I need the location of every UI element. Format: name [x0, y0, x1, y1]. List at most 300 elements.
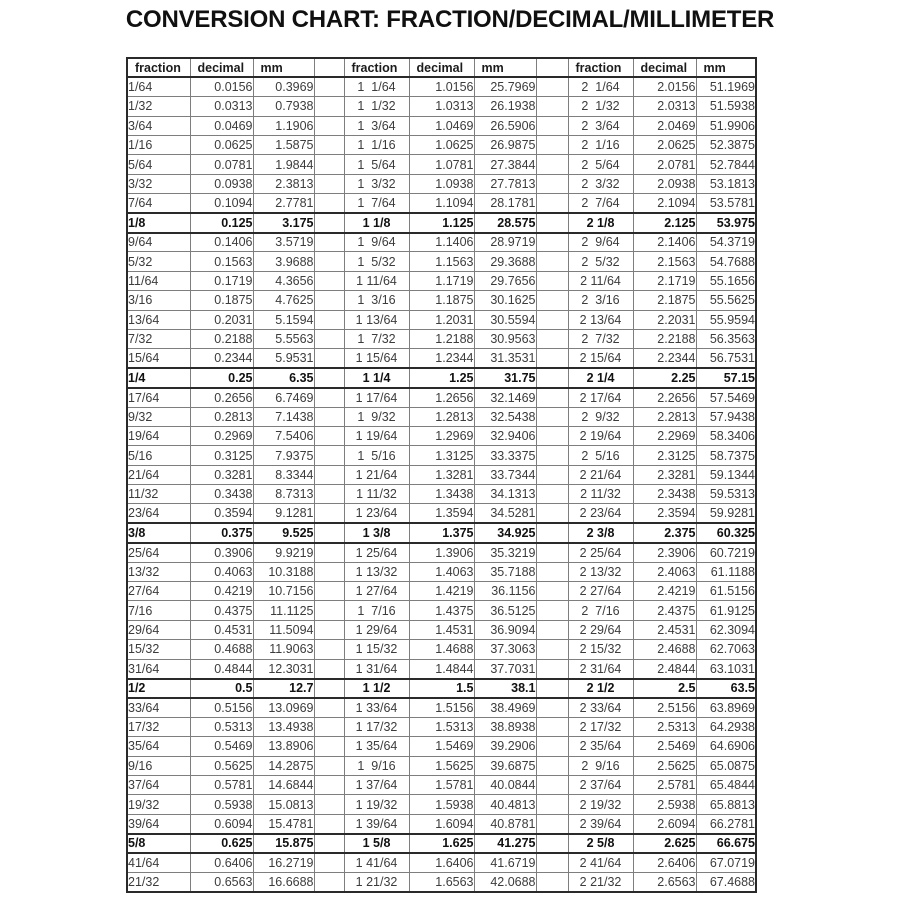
- decimal-cell: 1.2031: [409, 310, 474, 329]
- decimal-cell: 0.0313: [190, 97, 253, 116]
- decimal-cell: 2.0781: [633, 155, 696, 174]
- fraction-cell: 1 41/64: [344, 853, 409, 872]
- spacer-cell: [314, 174, 344, 193]
- fraction-cell: 2 7/64: [568, 194, 633, 213]
- mm-cell: 57.5469: [696, 388, 756, 407]
- fraction-cell: 1/32: [127, 97, 190, 116]
- fraction-cell: 5/16: [127, 446, 190, 465]
- spacer-cell: [314, 155, 344, 174]
- mm-cell: 52.7844: [696, 155, 756, 174]
- table-row: [127, 775, 756, 794]
- fraction-cell: 11/64: [127, 271, 190, 290]
- fraction-cell: 2 5/8: [568, 834, 633, 853]
- fraction-cell: 2 31/64: [568, 659, 633, 678]
- fraction-cell: 21/64: [127, 465, 190, 484]
- fraction-cell: 1 5/8: [344, 834, 409, 853]
- fraction-cell: 1 9/64: [344, 233, 409, 252]
- mm-cell: 33.3375: [474, 446, 536, 465]
- mm-cell: 0.7938: [253, 97, 314, 116]
- spacer-cell: [314, 465, 344, 484]
- decimal-cell: 1.0781: [409, 155, 474, 174]
- fraction-cell: 2 1/16: [568, 136, 633, 155]
- fraction-cell: 2 37/64: [568, 775, 633, 794]
- spacer-cell: [314, 659, 344, 678]
- fraction-cell: 15/64: [127, 349, 190, 368]
- fraction-cell: 2 3/16: [568, 291, 633, 310]
- decimal-cell: 2.125: [633, 213, 696, 232]
- decimal-cell: 2.5156: [633, 698, 696, 717]
- decimal-cell: 0.3125: [190, 446, 253, 465]
- fraction-cell: 2 3/32: [568, 174, 633, 193]
- column-header-fraction: fraction: [568, 58, 633, 77]
- decimal-cell: 2.3906: [633, 543, 696, 562]
- table-row: [127, 349, 756, 368]
- table-row: [127, 213, 756, 232]
- mm-cell: 51.5938: [696, 97, 756, 116]
- decimal-cell: 2.375: [633, 523, 696, 542]
- spacer-cell: [536, 582, 568, 601]
- decimal-cell: 2.2969: [633, 426, 696, 445]
- mm-cell: 53.975: [696, 213, 756, 232]
- fraction-cell: 2 29/64: [568, 620, 633, 639]
- mm-cell: 37.3063: [474, 640, 536, 659]
- fraction-cell: 1 1/4: [344, 368, 409, 387]
- decimal-cell: 1.0313: [409, 97, 474, 116]
- fraction-cell: 1 7/16: [344, 601, 409, 620]
- fraction-cell: 7/64: [127, 194, 190, 213]
- fraction-cell: 3/8: [127, 523, 190, 542]
- decimal-cell: 1.0625: [409, 136, 474, 155]
- table-row: [127, 291, 756, 310]
- header-row: [127, 58, 756, 77]
- fraction-cell: 2 11/32: [568, 485, 633, 504]
- spacer-cell: [314, 58, 344, 77]
- spacer-cell: [314, 698, 344, 717]
- fraction-cell: 13/64: [127, 310, 190, 329]
- spacer-cell: [536, 349, 568, 368]
- decimal-cell: 1.5: [409, 679, 474, 698]
- decimal-cell: 2.5781: [633, 775, 696, 794]
- spacer-cell: [536, 737, 568, 756]
- decimal-cell: 2.6094: [633, 814, 696, 833]
- decimal-cell: 2.25: [633, 368, 696, 387]
- decimal-cell: 2.4531: [633, 620, 696, 639]
- table-row: [127, 271, 756, 290]
- mm-cell: 55.1656: [696, 271, 756, 290]
- fraction-cell: 2 13/64: [568, 310, 633, 329]
- fraction-cell: 1 31/64: [344, 659, 409, 678]
- fraction-cell: 3/16: [127, 291, 190, 310]
- fraction-cell: 17/64: [127, 388, 190, 407]
- decimal-cell: 2.3594: [633, 504, 696, 523]
- mm-cell: 14.6844: [253, 775, 314, 794]
- decimal-cell: 1.2656: [409, 388, 474, 407]
- table-row: [127, 116, 756, 135]
- mm-cell: 63.5: [696, 679, 756, 698]
- mm-cell: 5.1594: [253, 310, 314, 329]
- decimal-cell: 1.6406: [409, 853, 474, 872]
- table-row: [127, 407, 756, 426]
- fraction-cell: 2 11/64: [568, 271, 633, 290]
- decimal-cell: 0.6563: [190, 872, 253, 892]
- decimal-cell: 0.25: [190, 368, 253, 387]
- fraction-cell: 2 3/64: [568, 116, 633, 135]
- decimal-cell: 1.2188: [409, 329, 474, 348]
- table-row: [127, 194, 756, 213]
- fraction-cell: 1 1/64: [344, 77, 409, 96]
- decimal-cell: 0.2031: [190, 310, 253, 329]
- mm-cell: 14.2875: [253, 756, 314, 775]
- spacer-cell: [314, 872, 344, 892]
- spacer-cell: [536, 97, 568, 116]
- mm-cell: 28.1781: [474, 194, 536, 213]
- mm-cell: 15.0813: [253, 795, 314, 814]
- spacer-cell: [536, 58, 568, 77]
- spacer-cell: [536, 407, 568, 426]
- mm-cell: 41.6719: [474, 853, 536, 872]
- mm-cell: 55.5625: [696, 291, 756, 310]
- decimal-cell: 0.1875: [190, 291, 253, 310]
- mm-cell: 58.3406: [696, 426, 756, 445]
- fraction-cell: 1 3/8: [344, 523, 409, 542]
- fraction-cell: 1 7/32: [344, 329, 409, 348]
- fraction-cell: 15/32: [127, 640, 190, 659]
- spacer-cell: [536, 329, 568, 348]
- mm-cell: 34.1313: [474, 485, 536, 504]
- fraction-cell: 1 27/64: [344, 582, 409, 601]
- decimal-cell: 0.5469: [190, 737, 253, 756]
- mm-cell: 31.3531: [474, 349, 536, 368]
- table-row: [127, 233, 756, 252]
- decimal-cell: 1.4219: [409, 582, 474, 601]
- mm-cell: 16.6688: [253, 872, 314, 892]
- mm-cell: 63.1031: [696, 659, 756, 678]
- mm-cell: 36.1156: [474, 582, 536, 601]
- fraction-cell: 2 1/8: [568, 213, 633, 232]
- fraction-cell: 1 37/64: [344, 775, 409, 794]
- spacer-cell: [314, 136, 344, 155]
- mm-cell: 61.5156: [696, 582, 756, 601]
- spacer-cell: [314, 213, 344, 232]
- mm-cell: 9.1281: [253, 504, 314, 523]
- mm-cell: 15.4781: [253, 814, 314, 833]
- mm-cell: 26.9875: [474, 136, 536, 155]
- decimal-cell: 1.1406: [409, 233, 474, 252]
- spacer-cell: [314, 310, 344, 329]
- table-row: [127, 620, 756, 639]
- spacer-cell: [314, 77, 344, 96]
- fraction-cell: 5/32: [127, 252, 190, 271]
- spacer-cell: [314, 426, 344, 445]
- spacer-cell: [536, 562, 568, 581]
- mm-cell: 61.1188: [696, 562, 756, 581]
- table-row: [127, 737, 756, 756]
- spacer-cell: [536, 77, 568, 96]
- mm-cell: 13.0969: [253, 698, 314, 717]
- spacer-cell: [536, 252, 568, 271]
- decimal-cell: 2.5469: [633, 737, 696, 756]
- spacer-cell: [314, 775, 344, 794]
- mm-cell: 7.9375: [253, 446, 314, 465]
- spacer-cell: [536, 640, 568, 659]
- fraction-cell: 1 1/8: [344, 213, 409, 232]
- fraction-cell: 1 23/64: [344, 504, 409, 523]
- fraction-cell: 1 15/64: [344, 349, 409, 368]
- fraction-cell: 2 13/32: [568, 562, 633, 581]
- decimal-cell: 1.5156: [409, 698, 474, 717]
- mm-cell: 59.9281: [696, 504, 756, 523]
- decimal-cell: 2.0469: [633, 116, 696, 135]
- mm-cell: 3.9688: [253, 252, 314, 271]
- spacer-cell: [536, 872, 568, 892]
- mm-cell: 3.5719: [253, 233, 314, 252]
- fraction-cell: 41/64: [127, 853, 190, 872]
- spacer-cell: [536, 620, 568, 639]
- spacer-cell: [314, 291, 344, 310]
- fraction-cell: 2 27/64: [568, 582, 633, 601]
- table-row: [127, 679, 756, 698]
- spacer-cell: [536, 116, 568, 135]
- mm-cell: 54.7688: [696, 252, 756, 271]
- decimal-cell: 0.0938: [190, 174, 253, 193]
- table-body: [127, 77, 756, 892]
- table-row: [127, 252, 756, 271]
- mm-cell: 57.15: [696, 368, 756, 387]
- decimal-cell: 2.4375: [633, 601, 696, 620]
- decimal-cell: 0.1094: [190, 194, 253, 213]
- table-row: [127, 640, 756, 659]
- spacer-cell: [314, 679, 344, 698]
- fraction-cell: 1 1/2: [344, 679, 409, 698]
- mm-cell: 37.7031: [474, 659, 536, 678]
- column-header-fraction: fraction: [344, 58, 409, 77]
- mm-cell: 2.3813: [253, 174, 314, 193]
- decimal-cell: 2.1719: [633, 271, 696, 290]
- mm-cell: 7.5406: [253, 426, 314, 445]
- decimal-cell: 2.5: [633, 679, 696, 698]
- mm-cell: 51.9906: [696, 116, 756, 135]
- fraction-cell: 1 13/32: [344, 562, 409, 581]
- spacer-cell: [314, 640, 344, 659]
- mm-cell: 39.2906: [474, 737, 536, 756]
- decimal-cell: 1.25: [409, 368, 474, 387]
- fraction-cell: 2 1/32: [568, 97, 633, 116]
- fraction-cell: 2 23/64: [568, 504, 633, 523]
- decimal-cell: 1.4063: [409, 562, 474, 581]
- decimal-cell: 1.1094: [409, 194, 474, 213]
- mm-cell: 42.0688: [474, 872, 536, 892]
- mm-cell: 35.3219: [474, 543, 536, 562]
- mm-cell: 38.1: [474, 679, 536, 698]
- spacer-cell: [314, 194, 344, 213]
- fraction-cell: 2 7/32: [568, 329, 633, 348]
- page-title: CONVERSION CHART: FRACTION/DECIMAL/MILLIMETER: [125, 6, 775, 33]
- mm-cell: 51.1969: [696, 77, 756, 96]
- decimal-cell: 1.3438: [409, 485, 474, 504]
- spacer-cell: [536, 679, 568, 698]
- decimal-cell: 0.0469: [190, 116, 253, 135]
- spacer-cell: [536, 446, 568, 465]
- decimal-cell: 2.625: [633, 834, 696, 853]
- decimal-cell: 1.625: [409, 834, 474, 853]
- decimal-cell: 2.4844: [633, 659, 696, 678]
- decimal-cell: 1.5469: [409, 737, 474, 756]
- decimal-cell: 2.0313: [633, 97, 696, 116]
- fraction-cell: 21/32: [127, 872, 190, 892]
- decimal-cell: 1.4531: [409, 620, 474, 639]
- fraction-cell: 9/16: [127, 756, 190, 775]
- decimal-cell: 1.2813: [409, 407, 474, 426]
- mm-cell: 27.3844: [474, 155, 536, 174]
- fraction-cell: 9/64: [127, 233, 190, 252]
- spacer-cell: [314, 737, 344, 756]
- spacer-cell: [536, 775, 568, 794]
- decimal-cell: 0.3906: [190, 543, 253, 562]
- spacer-cell: [536, 834, 568, 853]
- spacer-cell: [314, 834, 344, 853]
- fraction-cell: 1 19/32: [344, 795, 409, 814]
- mm-cell: 13.4938: [253, 717, 314, 736]
- mm-cell: 8.3344: [253, 465, 314, 484]
- decimal-cell: 2.2656: [633, 388, 696, 407]
- spacer-cell: [536, 814, 568, 833]
- decimal-cell: 2.5313: [633, 717, 696, 736]
- mm-cell: 59.1344: [696, 465, 756, 484]
- fraction-cell: 3/64: [127, 116, 190, 135]
- spacer-cell: [314, 795, 344, 814]
- decimal-cell: 1.1563: [409, 252, 474, 271]
- decimal-cell: 1.6563: [409, 872, 474, 892]
- fraction-cell: 2 17/64: [568, 388, 633, 407]
- fraction-cell: 39/64: [127, 814, 190, 833]
- mm-cell: 1.1906: [253, 116, 314, 135]
- decimal-cell: 0.0156: [190, 77, 253, 96]
- mm-cell: 53.5781: [696, 194, 756, 213]
- mm-cell: 35.7188: [474, 562, 536, 581]
- spacer-cell: [536, 136, 568, 155]
- decimal-cell: 2.2344: [633, 349, 696, 368]
- mm-cell: 41.275: [474, 834, 536, 853]
- fraction-cell: 1 17/64: [344, 388, 409, 407]
- mm-cell: 9.525: [253, 523, 314, 542]
- mm-cell: 55.9594: [696, 310, 756, 329]
- spacer-cell: [536, 465, 568, 484]
- fraction-cell: 11/32: [127, 485, 190, 504]
- mm-cell: 64.6906: [696, 737, 756, 756]
- decimal-cell: 2.3438: [633, 485, 696, 504]
- table-row: [127, 310, 756, 329]
- fraction-cell: 29/64: [127, 620, 190, 639]
- fraction-cell: 2 21/64: [568, 465, 633, 484]
- mm-cell: 60.325: [696, 523, 756, 542]
- table-row: [127, 562, 756, 581]
- decimal-cell: 2.1406: [633, 233, 696, 252]
- spacer-cell: [314, 388, 344, 407]
- mm-cell: 25.7969: [474, 77, 536, 96]
- fraction-cell: 1 35/64: [344, 737, 409, 756]
- fraction-cell: 7/16: [127, 601, 190, 620]
- mm-cell: 32.9406: [474, 426, 536, 445]
- fraction-cell: 1/64: [127, 77, 190, 96]
- mm-cell: 65.0875: [696, 756, 756, 775]
- fraction-cell: 1/16: [127, 136, 190, 155]
- mm-cell: 7.1438: [253, 407, 314, 426]
- conversion-table: [126, 57, 757, 893]
- fraction-cell: 1/4: [127, 368, 190, 387]
- fraction-cell: 2 15/64: [568, 349, 633, 368]
- mm-cell: 62.3094: [696, 620, 756, 639]
- spacer-cell: [314, 717, 344, 736]
- spacer-cell: [536, 194, 568, 213]
- decimal-cell: 0.4063: [190, 562, 253, 581]
- decimal-cell: 1.6094: [409, 814, 474, 833]
- fraction-cell: 35/64: [127, 737, 190, 756]
- fraction-cell: 1 9/32: [344, 407, 409, 426]
- mm-cell: 29.7656: [474, 271, 536, 290]
- mm-cell: 38.8938: [474, 717, 536, 736]
- table-row: [127, 523, 756, 542]
- decimal-cell: 1.0469: [409, 116, 474, 135]
- table-row: [127, 853, 756, 872]
- fraction-cell: 2 3/8: [568, 523, 633, 542]
- mm-cell: 63.8969: [696, 698, 756, 717]
- mm-cell: 52.3875: [696, 136, 756, 155]
- spacer-cell: [314, 446, 344, 465]
- mm-cell: 12.3031: [253, 659, 314, 678]
- fraction-cell: 1/2: [127, 679, 190, 698]
- table-row: [127, 155, 756, 174]
- spacer-cell: [536, 523, 568, 542]
- fraction-cell: 1 15/32: [344, 640, 409, 659]
- table-row: [127, 795, 756, 814]
- fraction-cell: 2 5/64: [568, 155, 633, 174]
- fraction-cell: 1 33/64: [344, 698, 409, 717]
- fraction-cell: 27/64: [127, 582, 190, 601]
- fraction-cell: 1 19/64: [344, 426, 409, 445]
- table-row: [127, 834, 756, 853]
- decimal-cell: 0.4219: [190, 582, 253, 601]
- column-header-mm: mm: [253, 58, 314, 77]
- mm-cell: 3.175: [253, 213, 314, 232]
- mm-cell: 5.9531: [253, 349, 314, 368]
- fraction-cell: 25/64: [127, 543, 190, 562]
- spacer-cell: [536, 388, 568, 407]
- fraction-cell: 2 25/64: [568, 543, 633, 562]
- mm-cell: 5.5563: [253, 329, 314, 348]
- decimal-cell: 1.2969: [409, 426, 474, 445]
- decimal-cell: 1.4844: [409, 659, 474, 678]
- mm-cell: 13.8906: [253, 737, 314, 756]
- fraction-cell: 2 1/4: [568, 368, 633, 387]
- fraction-cell: 1 5/16: [344, 446, 409, 465]
- column-header-mm: mm: [696, 58, 756, 77]
- mm-cell: 15.875: [253, 834, 314, 853]
- decimal-cell: 0.5625: [190, 756, 253, 775]
- fraction-cell: 3/32: [127, 174, 190, 193]
- column-header-mm: mm: [474, 58, 536, 77]
- mm-cell: 34.5281: [474, 504, 536, 523]
- mm-cell: 26.5906: [474, 116, 536, 135]
- table-row: [127, 582, 756, 601]
- mm-cell: 9.9219: [253, 543, 314, 562]
- fraction-cell: 19/32: [127, 795, 190, 814]
- spacer-cell: [536, 795, 568, 814]
- mm-cell: 67.0719: [696, 853, 756, 872]
- spacer-cell: [314, 116, 344, 135]
- mm-cell: 11.5094: [253, 620, 314, 639]
- table-row: [127, 446, 756, 465]
- decimal-cell: 2.1563: [633, 252, 696, 271]
